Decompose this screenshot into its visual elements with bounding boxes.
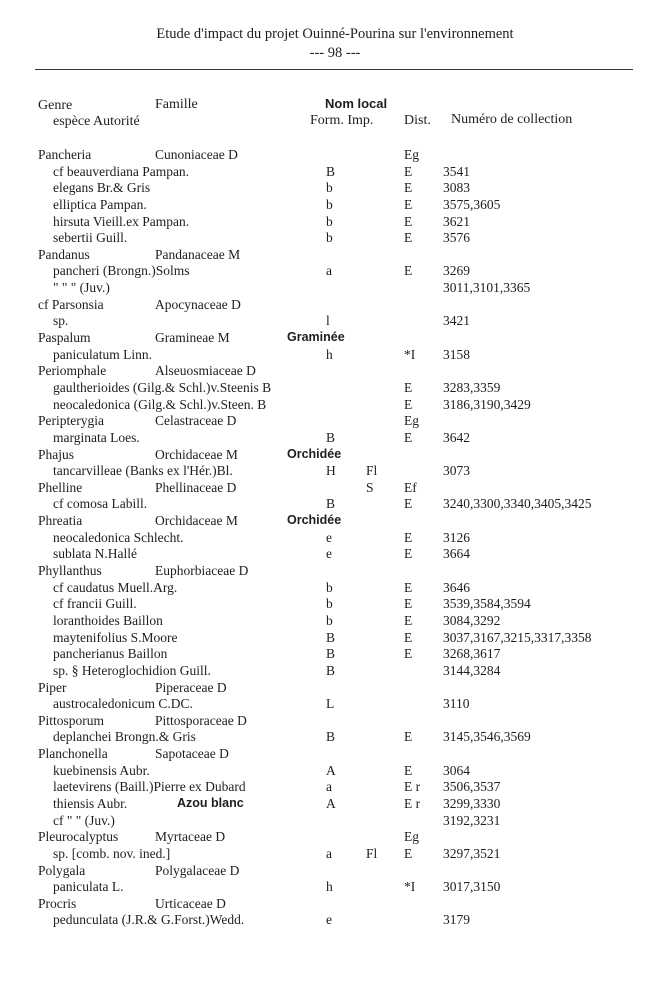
genus-name: cf Parsonsia bbox=[38, 296, 104, 312]
species-authority: neocaledonica Schlecht. bbox=[53, 529, 184, 545]
species-row bbox=[0, 180, 670, 197]
genus-name: Paspalum bbox=[38, 330, 91, 346]
distribution-code: E bbox=[404, 729, 413, 745]
species-authority: cf " " (Juv.) bbox=[53, 812, 115, 828]
genus-name: Procris bbox=[38, 895, 77, 911]
form-code: b bbox=[326, 230, 333, 246]
species-authority: neocaledonica (Gilg.& Schl.)v.Steen. B bbox=[53, 396, 267, 412]
collection-numbers: 3642 bbox=[443, 429, 470, 445]
species-authority: deplanchei Brongn.& Gris bbox=[53, 729, 196, 745]
genus-name: Planchonella bbox=[38, 746, 108, 762]
collection-numbers: 3017,3150 bbox=[443, 879, 501, 895]
species-row bbox=[0, 729, 670, 746]
family-name: Sapotaceae D bbox=[155, 746, 229, 762]
species-authority: tancarvilleae (Banks ex l'Hér.)Bl. bbox=[53, 463, 233, 479]
species-authority: " " " (Juv.) bbox=[53, 280, 110, 296]
species-authority: cf beauverdiana Pampan. bbox=[53, 163, 190, 179]
form-code: H bbox=[326, 463, 336, 479]
genus-name: Phreatia bbox=[38, 513, 83, 529]
distribution-code: E bbox=[404, 762, 413, 778]
form-code: a bbox=[326, 263, 332, 279]
species-row bbox=[0, 164, 670, 181]
species-row bbox=[0, 696, 670, 713]
species-row bbox=[0, 796, 670, 813]
importance-code: S bbox=[366, 479, 374, 495]
form-code: B bbox=[326, 429, 336, 445]
species-row bbox=[0, 263, 670, 280]
species-authority: kuebinensis Aubr. bbox=[53, 762, 150, 778]
species-row bbox=[0, 613, 670, 630]
species-row bbox=[0, 663, 670, 680]
local-name: Orchidée bbox=[287, 446, 342, 461]
distribution-code: E bbox=[404, 596, 413, 612]
species-authority: paniculata L. bbox=[53, 879, 124, 895]
collection-numbers: 3621 bbox=[443, 213, 470, 229]
species-authority: thiensis Aubr. bbox=[53, 795, 128, 811]
form-code: A bbox=[326, 762, 336, 778]
distribution-code: E bbox=[404, 646, 413, 662]
distribution-code: E bbox=[404, 396, 413, 412]
form-code: e bbox=[326, 529, 332, 545]
collection-numbers: 3576 bbox=[443, 230, 470, 246]
local-name: Azou blanc bbox=[177, 795, 244, 810]
genus-row bbox=[0, 746, 670, 763]
family-name: Apocynaceae D bbox=[155, 296, 241, 312]
species-authority: cf caudatus Muell.Arg. bbox=[53, 579, 178, 595]
distribution-code: Ef bbox=[404, 479, 417, 495]
genus-row bbox=[0, 297, 670, 314]
genus-name: Pandanus bbox=[38, 246, 90, 262]
form-code: e bbox=[326, 912, 332, 928]
collection-numbers: 3421 bbox=[443, 313, 470, 329]
distribution-code: E bbox=[404, 496, 413, 512]
importance-code: Fl bbox=[366, 463, 378, 479]
genus-name: Peripterygia bbox=[38, 413, 104, 429]
local-name: Graminée bbox=[287, 330, 345, 345]
genus-row bbox=[0, 829, 670, 846]
species-row bbox=[0, 397, 670, 414]
species-row bbox=[0, 280, 670, 297]
form-code: B bbox=[326, 629, 336, 645]
form-code: B bbox=[326, 729, 336, 745]
distribution-code: E bbox=[404, 845, 413, 861]
collection-numbers: 3110 bbox=[443, 696, 470, 712]
form-code: b bbox=[326, 196, 333, 212]
form-code: b bbox=[326, 213, 333, 229]
family-name: Gramineae M bbox=[155, 330, 230, 346]
form-code: B bbox=[326, 662, 336, 678]
species-row bbox=[0, 912, 670, 929]
genus-row bbox=[0, 863, 670, 880]
species-row bbox=[0, 463, 670, 480]
distribution-code: E bbox=[404, 230, 413, 246]
distribution-code: E bbox=[404, 612, 413, 628]
collection-numbers: 3575,3605 bbox=[443, 196, 501, 212]
collection-numbers: 3144,3284 bbox=[443, 662, 501, 678]
family-name: Orchidaceae M bbox=[155, 513, 238, 529]
species-authority: marginata Loes. bbox=[53, 429, 140, 445]
family-name: Piperaceae D bbox=[155, 679, 227, 695]
species-row bbox=[0, 380, 670, 397]
col-header-form-imp: Form. Imp. bbox=[310, 113, 374, 128]
form-code: l bbox=[326, 313, 330, 329]
distribution-code: E bbox=[404, 196, 413, 212]
form-code: h bbox=[326, 346, 333, 362]
species-row bbox=[0, 347, 670, 364]
species-row bbox=[0, 879, 670, 896]
species-row bbox=[0, 214, 670, 231]
distribution-code: Eg bbox=[404, 147, 419, 162]
collection-numbers: 3179 bbox=[443, 912, 470, 928]
form-code: b bbox=[326, 596, 333, 612]
family-name: Alseuosmiaceae D bbox=[155, 363, 256, 379]
collection-numbers: 3506,3537 bbox=[443, 779, 501, 795]
document-title: Etude d'impact du projet Ouinné-Pourina sur l'environnement bbox=[156, 26, 514, 42]
collection-numbers: 3083 bbox=[443, 180, 470, 196]
species-authority: maytenifolius S.Moore bbox=[53, 629, 178, 645]
family-name: Phellinaceae D bbox=[155, 479, 237, 495]
distribution-code: *I bbox=[404, 879, 416, 895]
col-header-dist: Dist. bbox=[404, 113, 431, 128]
collection-numbers: 3186,3190,3429 bbox=[443, 396, 531, 412]
species-row bbox=[0, 580, 670, 597]
form-code: e bbox=[326, 546, 332, 562]
species-authority: cf comosa Labill. bbox=[53, 496, 148, 512]
collection-numbers: 3084,3292 bbox=[443, 612, 501, 628]
species-row bbox=[0, 230, 670, 247]
collection-numbers: 3664 bbox=[443, 546, 470, 562]
collection-numbers: 3539,3584,3594 bbox=[443, 596, 531, 612]
collection-numbers: 3158 bbox=[443, 346, 470, 362]
form-code: h bbox=[326, 879, 333, 895]
species-row bbox=[0, 630, 670, 647]
collection-numbers: 3283,3359 bbox=[443, 379, 501, 395]
species-authority: sp. bbox=[53, 313, 69, 329]
form-code: b bbox=[326, 180, 333, 196]
form-code: a bbox=[326, 779, 332, 795]
local-name: Orchidée bbox=[287, 513, 342, 528]
collection-numbers: 3126 bbox=[443, 529, 470, 545]
form-code: b bbox=[326, 579, 333, 595]
genus-name: Phajus bbox=[38, 446, 75, 462]
col-header-espece-autorite: espèce Autorité bbox=[53, 114, 140, 129]
species-authority: gaultherioides (Gilg.& Schl.)v.Steenis B bbox=[53, 379, 272, 395]
distribution-code: E bbox=[404, 379, 413, 395]
species-row bbox=[0, 779, 670, 796]
form-code: b bbox=[326, 612, 333, 628]
collection-numbers: 3268,3617 bbox=[443, 646, 501, 662]
species-row bbox=[0, 596, 670, 613]
distribution-code: *I bbox=[404, 346, 416, 362]
distribution-code: E bbox=[404, 213, 413, 229]
family-name: Euphorbiaceae D bbox=[155, 563, 249, 579]
distribution-code: E bbox=[404, 180, 413, 196]
distribution-code: Eg bbox=[404, 829, 419, 845]
collection-numbers: 3297,3521 bbox=[443, 845, 501, 861]
genus-row bbox=[0, 147, 670, 164]
family-name: Orchidaceae M bbox=[155, 446, 238, 462]
collection-numbers: 3192,3231 bbox=[443, 812, 501, 828]
family-name: Cunoniaceae D bbox=[155, 147, 238, 162]
genus-row bbox=[0, 563, 670, 580]
distribution-code: E bbox=[404, 429, 413, 445]
genus-row bbox=[0, 447, 670, 464]
page-number: --- 98 --- bbox=[309, 45, 361, 61]
genus-name: Pleurocalyptus bbox=[38, 829, 119, 845]
distribution-code: E bbox=[404, 546, 413, 562]
species-authority: pancheri (Brongn.)Solms bbox=[53, 263, 190, 279]
genus-row bbox=[0, 896, 670, 913]
genus-name: Phyllanthus bbox=[38, 563, 102, 579]
genus-row bbox=[0, 413, 670, 430]
species-row bbox=[0, 763, 670, 780]
genus-row bbox=[0, 480, 670, 497]
distribution-code: E r bbox=[404, 779, 421, 795]
genus-name: Periomphale bbox=[38, 363, 107, 379]
species-authority: pancherianus Baillon bbox=[53, 646, 168, 662]
genus-row bbox=[0, 247, 670, 264]
family-name: Celastraceae D bbox=[155, 413, 237, 429]
genus-row bbox=[0, 330, 670, 347]
collection-numbers: 3145,3546,3569 bbox=[443, 729, 531, 745]
species-row bbox=[0, 197, 670, 214]
distribution-code: E r bbox=[404, 795, 421, 811]
species-authority: sp. § Heteroglochidion Guill. bbox=[53, 662, 211, 678]
genus-name: Polygala bbox=[38, 862, 86, 878]
collection-numbers: 3073 bbox=[443, 463, 470, 479]
col-header-famille: Famille bbox=[155, 97, 198, 112]
form-code: L bbox=[326, 696, 335, 712]
genus-name: Pancheria bbox=[38, 147, 92, 162]
collection-numbers: 3299,3330 bbox=[443, 795, 501, 811]
form-code: A bbox=[326, 795, 336, 811]
genus-row bbox=[0, 513, 670, 530]
species-authority: pedunculata (J.R.& G.Forst.)Wedd. bbox=[53, 912, 245, 928]
species-authority: paniculatum Linn. bbox=[53, 346, 152, 362]
form-code: B bbox=[326, 163, 336, 179]
collection-numbers: 3037,3167,3215,3317,3358 bbox=[443, 629, 592, 645]
species-authority: austrocaledonicum C.DC. bbox=[53, 696, 193, 712]
genus-name: Piper bbox=[38, 679, 67, 695]
genus-row bbox=[0, 363, 670, 380]
collection-numbers: 3011,3101,3365 bbox=[443, 280, 531, 296]
collection-numbers: 3269 bbox=[443, 263, 470, 279]
collection-numbers: 3541 bbox=[443, 163, 470, 179]
genus-name: Pittosporum bbox=[38, 712, 105, 728]
distribution-code: E bbox=[404, 163, 413, 179]
species-authority: laetevirens (Baill.)Pierre ex Dubard bbox=[53, 779, 246, 795]
species-authority: cf francii Guill. bbox=[53, 596, 137, 612]
species-table bbox=[0, 147, 670, 929]
species-row bbox=[0, 496, 670, 513]
collection-numbers: 3064 bbox=[443, 762, 470, 778]
species-authority: sebertii Guill. bbox=[53, 230, 128, 246]
family-name: Urticaceae D bbox=[155, 895, 226, 911]
distribution-code: E bbox=[404, 629, 413, 645]
species-row bbox=[0, 646, 670, 663]
form-code: B bbox=[326, 646, 336, 662]
species-row bbox=[0, 546, 670, 563]
form-code: B bbox=[326, 496, 336, 512]
species-authority: loranthoides Baillon bbox=[53, 612, 163, 628]
col-header-numero: Numéro de collection bbox=[451, 112, 573, 127]
distribution-code: Eg bbox=[404, 413, 419, 429]
genus-row bbox=[0, 680, 670, 697]
species-row bbox=[0, 430, 670, 447]
collection-numbers: 3646 bbox=[443, 579, 470, 595]
species-row bbox=[0, 530, 670, 547]
form-code: a bbox=[326, 845, 332, 861]
species-authority: hirsuta Vieill.ex Pampan. bbox=[53, 213, 190, 229]
genus-row bbox=[0, 713, 670, 730]
genus-name: Phelline bbox=[38, 479, 83, 495]
species-row bbox=[0, 813, 670, 830]
distribution-code: E bbox=[404, 529, 413, 545]
importance-code: Fl bbox=[366, 845, 378, 861]
family-name: Myrtaceae D bbox=[155, 829, 226, 845]
header-rule bbox=[35, 69, 633, 70]
species-row bbox=[0, 313, 670, 330]
collection-numbers: 3240,3300,3340,3405,3425 bbox=[443, 496, 592, 512]
species-row bbox=[0, 846, 670, 863]
col-header-genre: Genre bbox=[38, 98, 73, 113]
distribution-code: E bbox=[404, 579, 413, 595]
family-name: Pandanaceae M bbox=[155, 246, 241, 262]
species-authority: elliptica Pampan. bbox=[53, 196, 147, 212]
family-name: Polygalaceae D bbox=[155, 862, 240, 878]
family-name: Pittosporaceae D bbox=[155, 712, 247, 728]
species-authority: elegans Br.& Gris bbox=[53, 180, 151, 196]
species-authority: sublata N.Hallé bbox=[53, 546, 137, 562]
distribution-code: E bbox=[404, 263, 413, 279]
species-authority: sp. [comb. nov. ined.] bbox=[53, 845, 171, 861]
col-header-nom-local: Nom local bbox=[325, 96, 388, 111]
